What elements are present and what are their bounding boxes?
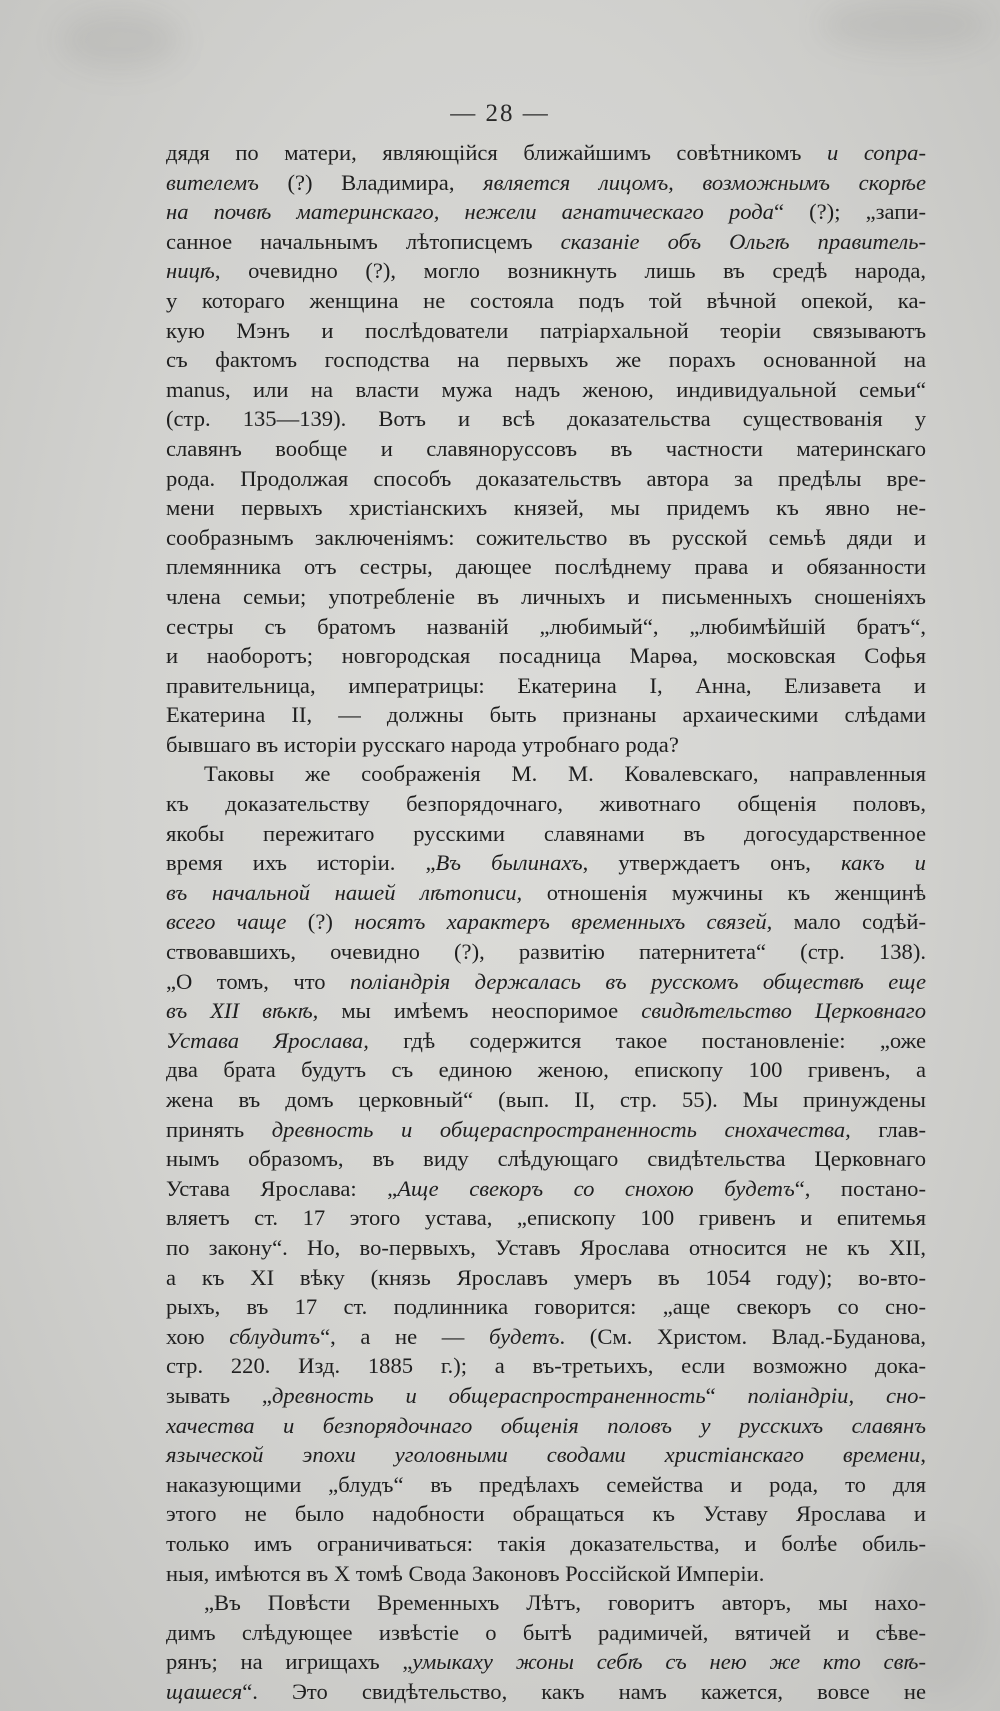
text-run: “, а не — [320, 1323, 490, 1349]
text-run: (стр. 135—139). Вотъ и всѣ доказательства существованія у [166, 406, 926, 432]
text-run: члена семьи; употребленіе въ личныхъ и письменныхъ сношеніяхъ [166, 583, 926, 609]
text-run: правительница, императрицы: Екатерина I, Анна, Елизавета и [166, 672, 926, 698]
text-line [166, 1559, 926, 1589]
text-run: , очевидно (?), могло возникнуть лишь въ средѣ народа, [214, 258, 926, 284]
text-line [166, 345, 926, 375]
text-run: только имъ ограничиваться: такія доказательства, и болѣе обиль- [166, 1530, 926, 1556]
text-line [166, 286, 926, 316]
text-line [166, 1174, 926, 1204]
text-run: два брата будутъ съ единою женою, епископу 100 гривенъ, а [166, 1057, 926, 1083]
text-run: (?) [286, 909, 355, 935]
text-line [166, 493, 926, 523]
text-line [166, 1677, 926, 1707]
text-line [166, 1618, 926, 1648]
text-line [166, 612, 926, 642]
text-run: нымъ образомъ, въ виду слѣдующаго свидѣтельства Церковнаго [166, 1146, 926, 1172]
text-run: вляетъ ст. 17 этого устава, „епископу 100 гривенъ и епитемья [166, 1205, 926, 1231]
text-line [166, 227, 926, 257]
italic-text: Аще свекоръ со снохою будетъ [397, 1175, 795, 1201]
italic-text: поліандріи, сно- [747, 1382, 926, 1408]
text-run: глав- [850, 1116, 926, 1142]
text-line [166, 1203, 926, 1233]
text-run: гдѣ содержится такое постановленіе: „оже [368, 1027, 926, 1053]
text-run: славянъ вообще и славяноруссовъ въ частности материнскаго [166, 435, 926, 461]
italic-text: носятъ характеръ временныхъ связей, [354, 909, 773, 935]
italic-text: въ XII вѣкѣ, [166, 998, 319, 1024]
text-line [166, 996, 926, 1026]
text-line [166, 464, 926, 494]
text-line [166, 404, 926, 434]
text-line [166, 1233, 926, 1263]
text-line [166, 256, 926, 286]
text-line [166, 1588, 926, 1618]
text-run: Екатерина II, — должны быть признаны архаическими слѣдами [166, 702, 926, 728]
text-line [166, 1440, 926, 1470]
italic-text: щашеся [166, 1678, 243, 1704]
text-line [166, 552, 926, 582]
text-line [166, 819, 926, 849]
italic-text: и сопра- [826, 140, 926, 165]
italic-text: умыкаху жоны себѣ съ нею же кто свѣ- [412, 1649, 926, 1675]
paper-stain [820, 0, 990, 50]
italic-text: будетъ [489, 1323, 560, 1349]
text-run: и наоборотъ; новгородская посадница Марѳа, московская Софья [166, 643, 926, 669]
text-line [166, 1085, 926, 1115]
text-line [166, 1381, 926, 1411]
text-run: ствовавшихъ, очевидно (?), развитію патернитета“ (стр. 138). [166, 939, 926, 965]
italic-text: является лицомъ, возможнымъ скорѣе [483, 169, 927, 195]
text-line [166, 789, 926, 819]
text-line [166, 1115, 926, 1145]
italic-text: въ начальной нашей лѣтописи, [166, 879, 523, 905]
text-line [166, 1322, 926, 1352]
text-line [166, 671, 926, 701]
italic-text: свидѣтельство Церковнаго [641, 998, 926, 1024]
text-line [166, 1470, 926, 1500]
text-line [166, 641, 926, 671]
text-line [166, 1647, 926, 1677]
text-run: димъ слѣдующее извѣстіе о бытѣ радимичей, вятичей и сѣве- [166, 1619, 926, 1645]
text-run: Таковы же соображенія М. М. Ковалевскаго, направленныя [204, 761, 926, 787]
text-run: сообразнымъ заключеніямъ: сожительство въ русской семьѣ дяди и [166, 524, 926, 550]
body-text [166, 138, 926, 1706]
text-run: якобы пережитаго русскими славянами въ догосударственное [166, 820, 926, 846]
text-run: „О томъ, что [166, 968, 351, 994]
text-line [166, 1144, 926, 1174]
text-run: (?) Владимира, [258, 169, 484, 195]
text-run: этого не было надобности обращаться къ Уставу Ярослава и [166, 1501, 926, 1527]
text-run: у котораго женщина не состояла подъ той вѣчной опекой, ка- [166, 287, 926, 313]
text-line [166, 1292, 926, 1322]
italic-text: на почвѣ материнскаго, нежели агнатическаго рода [166, 199, 774, 225]
italic-text: древность и общераспространенность [271, 1382, 706, 1408]
text-run: зывать „ [166, 1382, 272, 1408]
text-run: “ [705, 1382, 748, 1408]
text-line [166, 730, 926, 760]
text-run: Устава Ярослава: „ [166, 1175, 398, 1201]
italic-text: всего чаще [166, 909, 287, 935]
text-run: , [920, 1442, 926, 1468]
text-run: , утверждаетъ онъ, [582, 850, 841, 876]
page-number: — 28 — [450, 100, 550, 127]
text-run: хою [166, 1323, 230, 1349]
text-run: “. Это свидѣтельство, какъ намъ кажется, вовсе не [242, 1678, 926, 1704]
text-run: съ фактомъ господства на первыхъ же порахъ основанной на [166, 347, 926, 373]
italic-text: сблудитъ [229, 1323, 321, 1349]
text-run: по закону“. Но, во-первыхъ, Уставъ Ярослава относится не къ XII, [166, 1234, 926, 1260]
text-run: сестры съ братомъ названій „любимый“, „любимѣйшій братъ“, [166, 613, 926, 639]
text-line [166, 582, 926, 612]
italic-text: вителемъ [166, 169, 259, 195]
text-line [166, 967, 926, 997]
italic-text: Устава Ярослава, [166, 1027, 369, 1053]
text-run: мы имѣемъ неоспоримое [318, 998, 642, 1024]
text-line [166, 523, 926, 553]
text-line [166, 1529, 926, 1559]
text-line [166, 316, 926, 346]
text-run: бывшаго въ исторіи русскаго народа утробнаго рода? [166, 731, 679, 757]
text-line [166, 1351, 926, 1381]
italic-text: древность и общераспространенность снохачества, [271, 1116, 851, 1142]
text-run: рыхъ, въ 17 ст. подлинника говорится: „аще свекоръ со сно- [166, 1294, 926, 1320]
text-line [166, 434, 926, 464]
text-run: “, постано- [794, 1175, 926, 1201]
text-line [166, 1499, 926, 1529]
text-run: . (См. Христом. Влад.-Буданова, [559, 1323, 927, 1349]
italic-text: языческой эпохи уголовными сводами христіанскаго времени [166, 1442, 921, 1468]
paper-stain [60, 10, 180, 70]
text-run: санное начальнымъ лѣтописцемъ [166, 228, 561, 254]
text-line [166, 907, 926, 937]
text-run: принять [166, 1116, 272, 1142]
text-line [166, 375, 926, 405]
text-run: дядя по матери, являющійся ближайшимъ совѣтникомъ [166, 140, 827, 165]
text-run: время ихъ исторіи. „ [166, 850, 436, 876]
italic-text: ницѣ [166, 258, 215, 284]
text-run: отношенія мужчины къ женщинѣ [522, 879, 926, 905]
text-run: ныя, имѣются въ X томѣ Свода Законовъ Россійской Имперіи. [166, 1560, 765, 1586]
text-line [166, 168, 926, 198]
text-run: manus, или на власти мужа надъ женою, индивидуальной семьи“ [166, 376, 926, 402]
text-line [166, 1263, 926, 1293]
text-line [166, 937, 926, 967]
text-run: къ доказательству безпорядочнаго, животнаго общенія половъ, [166, 791, 926, 817]
text-line [166, 1411, 926, 1441]
italic-text: какъ и [840, 850, 926, 876]
text-line [166, 878, 926, 908]
text-line [166, 138, 926, 168]
text-run: рода. Продолжая способъ доказательствъ автора за предѣлы вре- [166, 465, 926, 491]
text-run: „Въ Повѣсти Временныхъ Лѣтъ, говоритъ авторъ, мы нахо- [204, 1590, 926, 1616]
text-run: “ (?); „запи- [773, 199, 926, 225]
text-line [166, 1055, 926, 1085]
text-line [166, 759, 926, 789]
text-run: мени первыхъ христіанскихъ князей, мы придемъ къ явно не- [166, 495, 926, 521]
italic-text: сказаніе объ Ольгѣ правитель- [560, 228, 926, 254]
text-run: кую Мэнъ и послѣдователи патріархальной теоріи связываютъ [166, 317, 926, 343]
italic-text: хачества и безпорядочнаго общенія половъ у русскихъ славянъ [166, 1412, 926, 1438]
text-line [166, 700, 926, 730]
text-run: мало содѣй- [772, 909, 927, 935]
text-run: наказующими „блудъ“ въ предѣлахъ семейства и рода, то для [166, 1471, 926, 1497]
text-run: рянъ; на игрищахъ „ [166, 1649, 413, 1675]
italic-text: поліандрія держалась въ русскомъ обществѣ еще [350, 968, 926, 994]
text-line [166, 197, 926, 227]
text-line [166, 1026, 926, 1056]
text-line [166, 848, 926, 878]
italic-text: Въ былинахъ [435, 850, 583, 876]
text-run: жена въ домъ церковный“ (вып. II, стр. 55). Мы принуждены [166, 1087, 926, 1112]
text-run: стр. 220. Изд. 1885 г.); а въ-третьихъ, если возможно дока- [166, 1353, 926, 1379]
text-run: а къ XI вѣку (князь Ярославъ умеръ въ 1054 году); во-вто- [166, 1264, 926, 1290]
text-run: племянника отъ сестры, дающее послѣднему права и обязанности [166, 554, 926, 580]
